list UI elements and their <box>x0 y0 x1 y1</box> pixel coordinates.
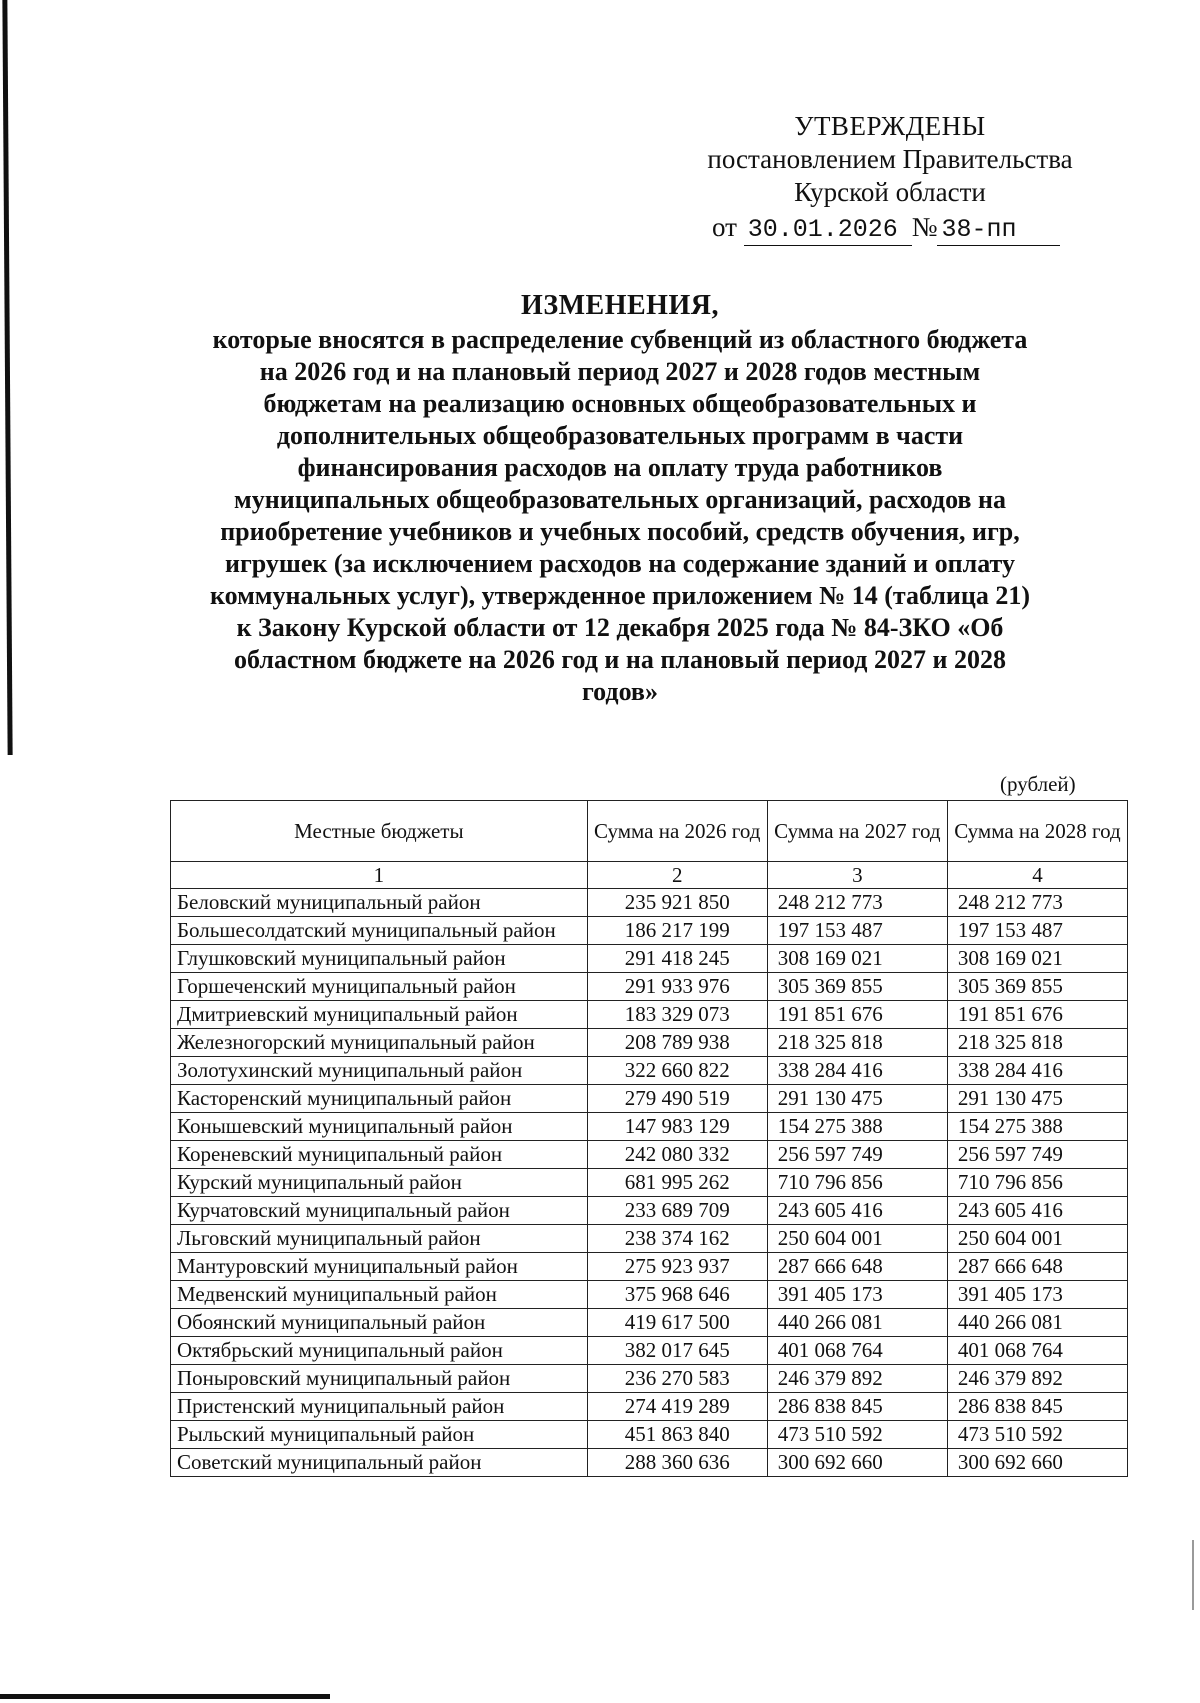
table-header-row <box>171 801 1128 862</box>
approval-authority: постановлением Правительства <box>707 144 1073 174</box>
sum-2027: 246 379 892 <box>767 1365 947 1393</box>
column-number: 4 <box>947 862 1127 889</box>
title-line: бюджетам на реализацию основных общеобразовательных и <box>263 389 977 418</box>
title-line: коммунальных услуг), утвержденное приложением № 14 (таблица 21) <box>209 581 1031 610</box>
budget-table <box>170 800 1128 1477</box>
table-row <box>171 945 1128 973</box>
sum-2027: 197 153 487 <box>767 917 947 945</box>
table-row <box>171 1225 1128 1253</box>
sum-2026: 291 933 976 <box>587 973 767 1001</box>
sum-2027: 291 130 475 <box>767 1085 947 1113</box>
table-row <box>171 889 1128 917</box>
number-sign: № <box>911 212 938 242</box>
sum-2027: 248 212 773 <box>767 889 947 917</box>
header-sum-2027: Сумма на 2027 год <box>767 801 947 862</box>
title-line: областном бюджете на 2026 год и на плановый период 2027 и 2028 <box>234 645 1006 674</box>
sum-2028: 218 325 818 <box>947 1029 1127 1057</box>
column-number-row <box>171 862 1128 889</box>
sum-2028: 391 405 173 <box>947 1281 1127 1309</box>
table-row <box>171 1393 1128 1421</box>
district-name: Горшеченский муниципальный район <box>171 973 588 1001</box>
sum-2027: 191 851 676 <box>767 1001 947 1029</box>
sum-2028: 287 666 648 <box>947 1253 1127 1281</box>
column-number: 1 <box>171 862 588 889</box>
sum-2028: 291 130 475 <box>947 1085 1127 1113</box>
district-name: Большесолдатский муниципальный район <box>171 917 588 945</box>
sum-2026: 288 360 636 <box>587 1449 767 1477</box>
district-name: Льговский муниципальный район <box>171 1225 588 1253</box>
table-row <box>171 1169 1128 1197</box>
column-number: 3 <box>767 862 947 889</box>
sum-2026: 186 217 199 <box>587 917 767 945</box>
sum-2026: 681 995 262 <box>587 1169 767 1197</box>
district-name: Глушковский муниципальный район <box>171 945 588 973</box>
sum-2027: 154 275 388 <box>767 1113 947 1141</box>
sum-2026: 183 329 073 <box>587 1001 767 1029</box>
sum-2028: 250 604 001 <box>947 1225 1127 1253</box>
sum-2026: 236 270 583 <box>587 1365 767 1393</box>
title-line: муниципальных общеобразовательных организаций, расходов на <box>234 485 1006 514</box>
sum-2028: 473 510 592 <box>947 1421 1127 1449</box>
sum-2026: 242 080 332 <box>587 1141 767 1169</box>
approval-block <box>690 110 1090 246</box>
sum-2026: 275 923 937 <box>587 1253 767 1281</box>
sum-2028: 710 796 856 <box>947 1169 1127 1197</box>
title-line: годов» <box>582 677 658 706</box>
district-name: Дмитриевский муниципальный район <box>171 1001 588 1029</box>
table-row <box>171 1085 1128 1113</box>
table-row <box>171 1113 1128 1141</box>
table-row <box>171 1281 1128 1309</box>
district-name: Касторенский муниципальный район <box>171 1085 588 1113</box>
sum-2026: 375 968 646 <box>587 1281 767 1309</box>
sum-2028: 440 266 081 <box>947 1309 1127 1337</box>
units-label: (рублей) <box>1000 772 1076 796</box>
title-line: приобретение учебников и учебных пособий, средств обучения, игр, <box>220 517 1020 546</box>
table-row <box>171 1141 1128 1169</box>
date-prefix: от <box>712 212 737 242</box>
sum-2026: 147 983 129 <box>587 1113 767 1141</box>
district-name: Курский муниципальный район <box>171 1169 588 1197</box>
district-name: Октябрьский муниципальный район <box>171 1337 588 1365</box>
table-row <box>171 1309 1128 1337</box>
title-line: финансирования расходов на оплату труда работников <box>297 453 943 482</box>
table-row <box>171 1365 1128 1393</box>
district-name: Пристенский муниципальный район <box>171 1393 588 1421</box>
sum-2028: 246 379 892 <box>947 1365 1127 1393</box>
approval-date: 30.01.2026 <box>744 215 912 246</box>
district-name: Беловский муниципальный район <box>171 889 588 917</box>
district-name: Золотухинский муниципальный район <box>171 1057 588 1085</box>
sum-2028: 338 284 416 <box>947 1057 1127 1085</box>
sum-2027: 300 692 660 <box>767 1449 947 1477</box>
sum-2026: 451 863 840 <box>587 1421 767 1449</box>
sum-2028: 300 692 660 <box>947 1449 1127 1477</box>
sum-2027: 440 266 081 <box>767 1309 947 1337</box>
sum-2027: 308 169 021 <box>767 945 947 973</box>
sum-2027: 256 597 749 <box>767 1141 947 1169</box>
sum-2028: 308 169 021 <box>947 945 1127 973</box>
sum-2028: 243 605 416 <box>947 1197 1127 1225</box>
sum-2027: 391 405 173 <box>767 1281 947 1309</box>
sum-2028: 154 275 388 <box>947 1113 1127 1141</box>
table-row <box>171 1253 1128 1281</box>
approval-title: УТВЕРЖДЕНЫ <box>794 111 986 141</box>
header-local-budgets: Местные бюджеты <box>171 801 588 862</box>
sum-2027: 286 838 845 <box>767 1393 947 1421</box>
document-title <box>160 290 1080 708</box>
approval-date-line <box>690 211 1090 246</box>
header-sum-2028: Сумма на 2028 год <box>947 801 1127 862</box>
sum-2026: 274 419 289 <box>587 1393 767 1421</box>
sum-2026: 382 017 645 <box>587 1337 767 1365</box>
district-name: Мантуровский муниципальный район <box>171 1253 588 1281</box>
table-row <box>171 1337 1128 1365</box>
sum-2028: 197 153 487 <box>947 917 1127 945</box>
title-line: на 2026 год и на плановый период 2027 и 2028 годов местным <box>259 357 981 386</box>
table-row <box>171 1197 1128 1225</box>
sum-2028: 305 369 855 <box>947 973 1127 1001</box>
scan-border-left <box>2 0 12 755</box>
sum-2028: 248 212 773 <box>947 889 1127 917</box>
sum-2027: 473 510 592 <box>767 1421 947 1449</box>
sum-2026: 238 374 162 <box>587 1225 767 1253</box>
title-line: к Закону Курской области от 12 декабря 2025 года № 84-ЗКО «Об <box>236 613 1004 642</box>
table-row <box>171 973 1128 1001</box>
table-row <box>171 1029 1128 1057</box>
title-line: игрушек (за исключением расходов на содержание зданий и оплату <box>225 549 1015 578</box>
sum-2028: 191 851 676 <box>947 1001 1127 1029</box>
sum-2027: 287 666 648 <box>767 1253 947 1281</box>
scan-border-bottom <box>0 1694 330 1699</box>
sum-2026: 208 789 938 <box>587 1029 767 1057</box>
table-row <box>171 917 1128 945</box>
district-name: Рыльский муниципальный район <box>171 1421 588 1449</box>
sum-2028: 286 838 845 <box>947 1393 1127 1421</box>
sum-2027: 250 604 001 <box>767 1225 947 1253</box>
sum-2027: 243 605 416 <box>767 1197 947 1225</box>
district-name: Советский муниципальный район <box>171 1449 588 1477</box>
sum-2028: 256 597 749 <box>947 1141 1127 1169</box>
district-name: Кореневский муниципальный район <box>171 1141 588 1169</box>
sum-2026: 279 490 519 <box>587 1085 767 1113</box>
sum-2026: 233 689 709 <box>587 1197 767 1225</box>
sum-2027: 305 369 855 <box>767 973 947 1001</box>
sum-2026: 235 921 850 <box>587 889 767 917</box>
column-number: 2 <box>587 862 767 889</box>
sum-2028: 401 068 764 <box>947 1337 1127 1365</box>
document-heading: ИЗМЕНЕНИЯ, <box>521 290 719 321</box>
district-name: Поныровский муниципальный район <box>171 1365 588 1393</box>
sum-2027: 218 325 818 <box>767 1029 947 1057</box>
district-name: Обоянский муниципальный район <box>171 1309 588 1337</box>
sum-2027: 338 284 416 <box>767 1057 947 1085</box>
table-row <box>171 1057 1128 1085</box>
district-name: Медвенский муниципальный район <box>171 1281 588 1309</box>
table-row <box>171 1449 1128 1477</box>
sum-2026: 291 418 245 <box>587 945 767 973</box>
sum-2026: 322 660 822 <box>587 1057 767 1085</box>
district-name: Железногорский муниципальный район <box>171 1029 588 1057</box>
approval-number: 38-пп <box>937 215 1060 246</box>
title-line: дополнительных общеобразовательных программ в части <box>276 421 964 450</box>
scan-mark-right <box>1192 1540 1194 1610</box>
sum-2026: 419 617 500 <box>587 1309 767 1337</box>
approval-region: Курской области <box>794 177 986 207</box>
table-row <box>171 1001 1128 1029</box>
header-sum-2026: Сумма на 2026 год <box>587 801 767 862</box>
district-name: Курчатовский муниципальный район <box>171 1197 588 1225</box>
district-name: Конышевский муниципальный район <box>171 1113 588 1141</box>
sum-2027: 401 068 764 <box>767 1337 947 1365</box>
title-line: которые вносятся в распределение субвенций из областного бюджета <box>212 325 1028 354</box>
sum-2027: 710 796 856 <box>767 1169 947 1197</box>
table-row <box>171 1421 1128 1449</box>
